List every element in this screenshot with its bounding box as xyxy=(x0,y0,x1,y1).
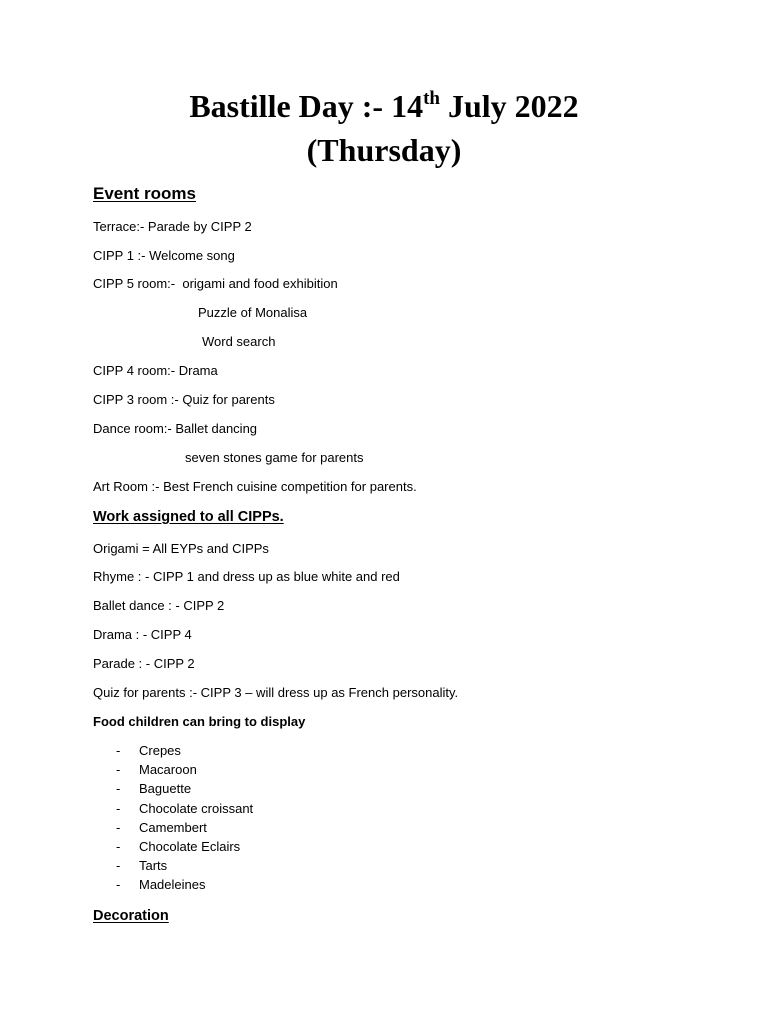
event-room-line: CIPP 1 :- Welcome song xyxy=(93,248,235,263)
list-item xyxy=(93,837,253,856)
event-room-line-indented: Puzzle of Monalisa xyxy=(198,305,308,320)
event-room-line: CIPP 3 room :- Quiz for parents xyxy=(93,392,275,407)
bullet-dash: - xyxy=(116,762,121,778)
event-room-line: Art Room :- Best French cuisine competition for parents. xyxy=(93,479,417,494)
food-item-label: Baguette xyxy=(139,781,192,797)
event-room-line: CIPP 4 room:- Drama xyxy=(93,363,218,378)
list-item xyxy=(93,818,253,837)
food-item-label: Camembert xyxy=(139,819,207,835)
event-room-line-indented: seven stones game for parents xyxy=(185,450,364,465)
event-room-line: Dance room:- Ballet dancing xyxy=(93,421,258,436)
work-assigned-line: Parade : - CIPP 2 xyxy=(93,656,195,671)
title-ordinal-suffix: th xyxy=(423,88,440,109)
title-date-prefix: Bastille Day :- 14 xyxy=(189,88,424,124)
title-date-suffix: July 2022 xyxy=(439,88,579,124)
work-assigned-heading: Work assigned to all CIPPs. xyxy=(93,509,284,525)
bullet-dash: - xyxy=(116,781,121,797)
list-item xyxy=(93,779,253,798)
bullet-dash: - xyxy=(116,838,121,854)
food-list xyxy=(93,741,253,895)
food-item-label: Chocolate croissant xyxy=(139,800,254,816)
decoration-heading: Decoration xyxy=(93,908,169,924)
work-assigned-line: Drama : - CIPP 4 xyxy=(93,627,192,642)
list-item xyxy=(93,741,253,760)
food-item-label: Tarts xyxy=(139,858,168,874)
work-assigned-line: Rhyme : - CIPP 1 and dress up as blue white and red xyxy=(93,569,400,584)
page-title-line-1 xyxy=(0,88,768,130)
event-room-line: Terrace:- Parade by CIPP 2 xyxy=(93,219,252,234)
list-item xyxy=(93,875,253,894)
bullet-dash: - xyxy=(116,800,121,816)
page-title-line-2: (Thursday) xyxy=(306,132,462,168)
work-assigned-line: Quiz for parents :- CIPP 3 – will dress up as French personality. xyxy=(93,685,459,700)
list-item xyxy=(93,856,253,875)
work-assigned-line: Ballet dance : - CIPP 2 xyxy=(93,598,225,613)
bullet-dash: - xyxy=(116,819,121,835)
food-heading: Food children can bring to display xyxy=(93,714,306,729)
event-rooms-heading: Event rooms xyxy=(93,184,196,203)
bullet-dash: - xyxy=(116,743,121,758)
food-item-label: Madeleines xyxy=(139,877,206,893)
list-item xyxy=(93,760,253,779)
list-item xyxy=(93,799,253,818)
bullet-dash: - xyxy=(116,858,121,874)
food-item-label: Chocolate Eclairs xyxy=(139,838,241,854)
event-room-line-indented: Word search xyxy=(202,334,276,349)
food-item-label: Crepes xyxy=(139,743,181,758)
event-room-line: CIPP 5 room:- origami and food exhibition xyxy=(93,276,338,291)
food-item-label: Macaroon xyxy=(139,762,197,778)
work-assigned-line: Origami = All EYPs and CIPPs xyxy=(93,541,269,556)
bullet-dash: - xyxy=(116,877,121,893)
